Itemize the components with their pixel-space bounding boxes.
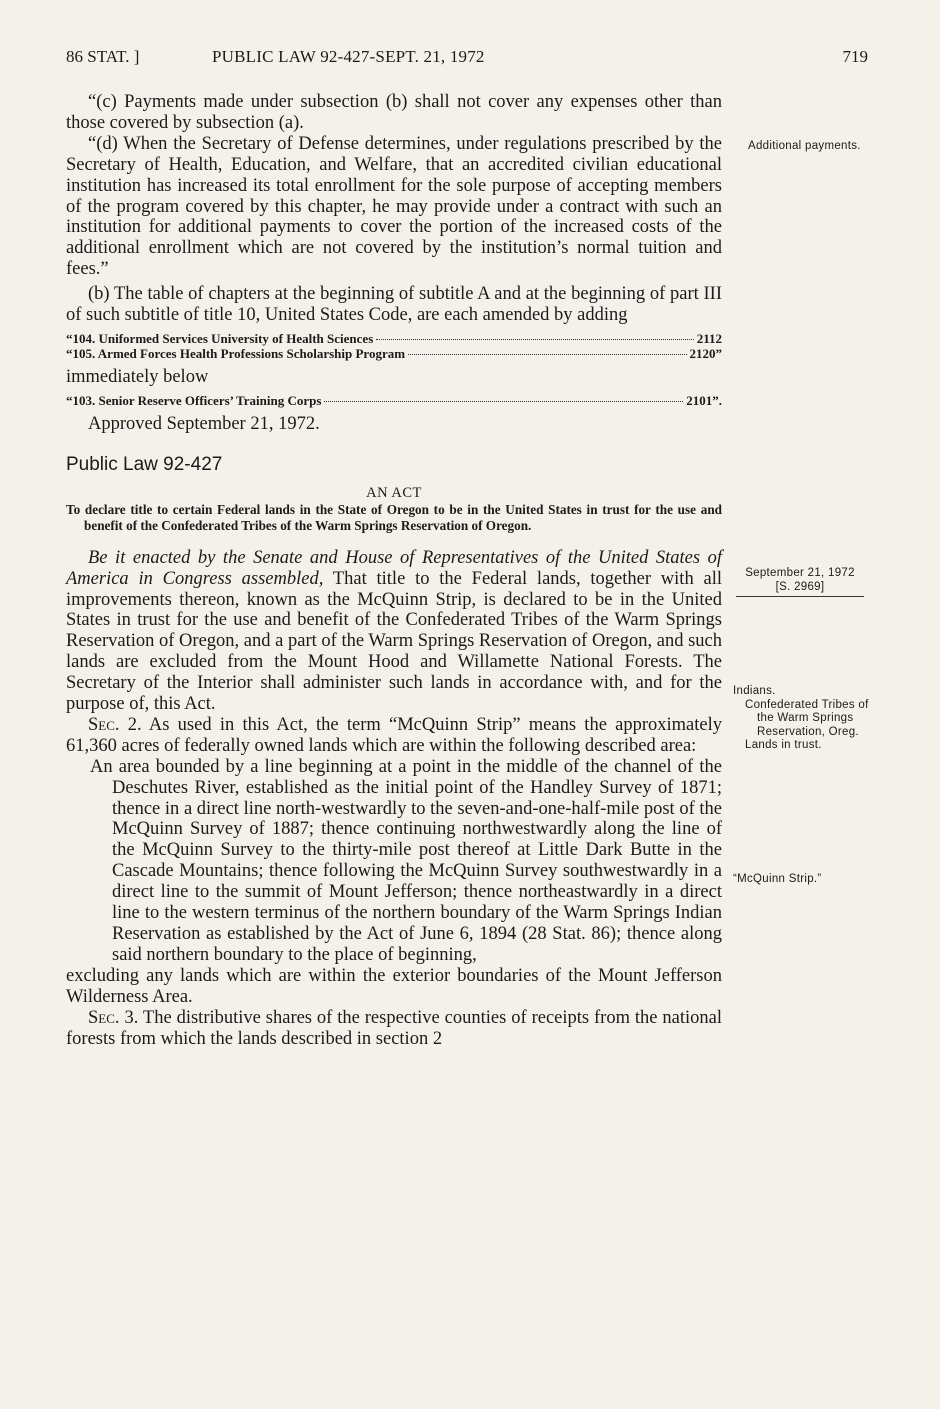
margin-lands-in-trust: Lands in trust. — [745, 739, 822, 751]
paragraph-b: (b) The table of chapters at the beginning of subtitle A and at the beginning of part III of such subtitle of title 10, United States Code, are each amended by adding — [66, 284, 722, 326]
margin-indians: Indians. — [733, 685, 776, 697]
margin-note-additional-payments: Additional payments. — [748, 140, 861, 152]
immediately-below-text: immediately below — [66, 366, 209, 387]
act-description: To declare title to certain Federal lands in the State of Oregon to be in the United States in trust for the use and benefit of the Confederated Tribes of the Warm Springs Reservation of Oregon. — [66, 501, 722, 533]
margin-note-indians — [733, 685, 873, 753]
margin-confederated: Confederated Tribes of the Warm Springs Reservation, Oreg. — [745, 698, 869, 738]
chapter-table-existing — [66, 393, 722, 408]
public-law-heading: Public Law 92-427 — [66, 453, 223, 475]
section-3-label: Sec. 3. — [88, 1007, 139, 1028]
excluding-clause: excluding any lands which are within the exterior boundaries of the Mount Jefferson Wilderness Area. — [66, 965, 722, 1007]
enacting-clause: Be it enacted by the Senate and House of Representatives of the United States of America in Congress assembled, — [66, 547, 722, 589]
main-text-column — [66, 92, 722, 1049]
table-row — [66, 346, 722, 361]
chapter-title: “103. Senior Reserve Officers’ Training Corps — [66, 392, 322, 408]
area-description: An area bounded by a line beginning at a point in the middle of the channel of the Deschutes River, established as the initial point of the Handley Survey of 1871; thence in a direct line north-westwardly to the seven-and-one-half-mile post of the McQuinn Survey of 1887; thence continuing northwestwardly along the line of the McQuinn Survey to the thirty-mile post thereof at Little Dark Butte in the Cascade Mountains; thence following the McQuinn Survey southwestwardly in a direct line to the summit of Mount Jefferson; thence northeastwardly in a direct line to the western terminus of the northern boundary of the Warm Springs Indian Reservation as established by the Act of June 6, 1894 (28 Stat. 86); thence along said northern boundary to the place of beginning, — [90, 756, 722, 965]
statute-reference: 86 STAT. ] — [66, 47, 140, 66]
margin-divider — [736, 596, 864, 597]
approval-date: Approved September 21, 1972. — [88, 413, 320, 434]
chapter-title: “105. Armed Forces Health Professions Scholarship Program — [66, 345, 406, 361]
chapter-title: “104. Uniformed Services University of Health Sciences — [66, 330, 374, 346]
enactment-date: September 21, 1972 — [745, 567, 855, 579]
margin-note-mcquinn-strip: “McQuinn Strip.” — [733, 873, 822, 885]
chapter-section-number: 2101”. — [686, 392, 722, 408]
margin-note-date — [733, 567, 867, 594]
section-3 — [66, 1008, 722, 1050]
chapter-table-added — [66, 331, 722, 361]
paragraph-c: “(c) Payments made under subsection (b) shall not cover any expenses other than those covered by subsection (a). — [66, 92, 722, 133]
paragraph-d: “(d) When the Secretary of Defense determines, under regulations prescribed by the Secretary of Health, Education, and Welfare, that an accredited civilian educational institution has increased its total enrollment for the sole purpose of accepting members of the program covered by this chapter, he may provide under a contract with such an institution for additional payments to cover the portion of the increased costs of the additional enrollment which are not covered by the institution’s normal tuition and fees.” — [66, 133, 722, 280]
section-3-text: The distributive shares of the respective counties of receipts from the national forests from which the lands described in section 2 — [66, 1007, 722, 1049]
section-2 — [66, 715, 722, 757]
law-title: PUBLIC LAW 92-427-SEPT. 21, 1972 — [212, 47, 485, 66]
bill-number: [S. 2969] — [775, 580, 825, 593]
section-2-label: Sec. 2. — [88, 714, 142, 735]
table-row — [66, 331, 722, 346]
page-number: 719 — [842, 47, 868, 66]
page-header — [66, 47, 868, 71]
section-2-text: As used in this Act, the term “McQuinn Strip” means the approximately 61,360 acres of federally owned lands which are within the following described area: — [66, 714, 722, 756]
act-heading: AN ACT — [366, 484, 422, 501]
chapter-section-number: 2112 — [696, 330, 722, 346]
section-1-text: That title to the Federal lands, together with all improvements thereon, known as the McQuinn Strip, is declared to be in the United States in trust for the use and benefit of the Confederated Tribes of the Warm Springs Reservation of Oregon, and a part of the Warm Springs Reservation of Oregon, and such lands are excluded from the Mount Hood and Willamette National Forests. The Secretary of the Interior shall administer such lands in accordance with, and for the purpose of, this Act. — [66, 568, 722, 715]
chapter-section-number: 2120” — [689, 345, 722, 361]
table-row — [66, 393, 722, 408]
section-1 — [66, 548, 722, 715]
